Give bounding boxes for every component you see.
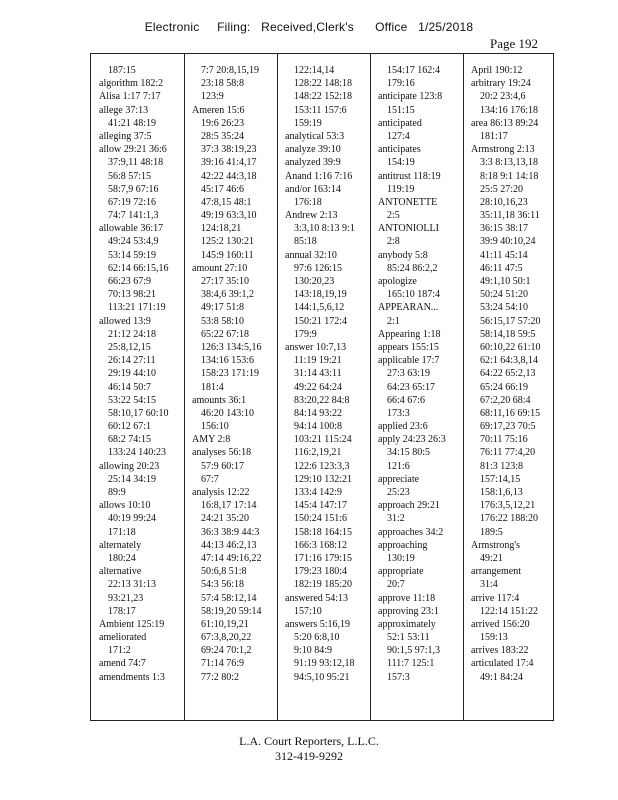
index-page-refs: 34:15 80:5 xyxy=(387,447,431,459)
index-page-refs: 39:16 41:4,17 xyxy=(201,157,257,169)
index-page-refs: 21:12 24:18 xyxy=(108,328,157,340)
index-page-refs: 22:13 31:13 xyxy=(108,579,157,591)
index-page-refs: 50:6,8 51:8 xyxy=(201,566,247,578)
index-entry: allowing 20:23 xyxy=(99,460,160,472)
index-entry: allege 37:13 xyxy=(99,104,149,116)
index-page-refs: 176:3,5,12,21 xyxy=(480,500,536,512)
index-page-refs: 129:10 132:21 xyxy=(294,473,353,485)
index-entry: approving 23:1 xyxy=(378,605,439,617)
index-page-refs: 68:2 74:15 xyxy=(108,434,152,446)
index-page-refs: 67:2,20 68:4 xyxy=(480,394,531,406)
index-frame xyxy=(90,53,554,721)
index-page-refs: 158:18 164:15 xyxy=(294,526,353,538)
index-page-refs: 65:24 66:19 xyxy=(480,381,529,393)
index-entry: APPEARAN... xyxy=(378,302,439,314)
index-entry: applied 23:6 xyxy=(378,421,428,433)
index-page-refs: 8:18 9:1 14:18 xyxy=(480,170,539,182)
footer-company: L.A. Court Reporters, L.L.C. xyxy=(239,734,379,748)
index-page-refs: 49:24 53:4,9 xyxy=(108,236,159,248)
index-column-1 xyxy=(99,64,182,684)
index-page-refs: 103:21 115:24 xyxy=(294,434,352,446)
index-page-refs: 44:13 46:2,13 xyxy=(201,539,257,551)
index-entry: Anand 1:16 7:16 xyxy=(285,170,353,182)
index-entry: approximately xyxy=(378,618,436,630)
index-page-refs: 64:23 65:17 xyxy=(387,381,436,393)
index-page-refs: 53:14 59:19 xyxy=(108,249,157,261)
index-page-refs: 93:21,23 xyxy=(108,592,144,604)
index-page-refs: 158:1,6,13 xyxy=(480,487,523,498)
index-page-refs: 40:19 99:24 xyxy=(108,513,157,525)
index-page-refs: 46:20 143:10 xyxy=(201,407,255,419)
column-divider xyxy=(184,54,185,720)
index-entry: arrangement xyxy=(471,566,521,578)
index-page-refs: 179:9 xyxy=(294,328,317,340)
column-divider xyxy=(463,54,464,720)
index-column-2 xyxy=(192,64,275,684)
index-page-refs: 28:5 35:24 xyxy=(201,130,245,142)
index-page-refs: 68:11,16 69:15 xyxy=(480,407,541,419)
index-page-refs: 31:2 xyxy=(387,513,405,525)
index-page-refs: 28:10,16,23 xyxy=(480,196,528,208)
index-entry: articulated 17:4 xyxy=(471,658,534,670)
index-page-refs: 46:11 47:5 xyxy=(480,262,523,274)
index-entry: arrive 117:4 xyxy=(471,592,520,604)
index-page-refs: 70:13 98:21 xyxy=(108,289,157,301)
index-page-refs: 119:19 xyxy=(387,183,415,195)
index-entry: approach 29:21 xyxy=(378,500,440,512)
index-entry: and/or 163:14 xyxy=(285,183,341,195)
index-page-refs: 64:22 65:2,13 xyxy=(480,368,536,380)
index-page-refs: 157:14,15 xyxy=(480,473,521,485)
index-entry: analyses 56:18 xyxy=(192,447,252,459)
index-page-refs: 122:6 123:3,3 xyxy=(294,460,350,472)
index-page-refs: 49:19 63:3,10 xyxy=(201,210,257,222)
index-page-refs: 126:3 134:5,16 xyxy=(201,341,262,353)
index-page-refs: 69:24 70:1,2 xyxy=(201,645,252,657)
column-divider xyxy=(370,54,371,720)
index-page-refs: 130:20,23 xyxy=(294,276,335,287)
page-number: Page 192 xyxy=(489,36,538,51)
index-page-refs: 90:1,5 97:1,3 xyxy=(387,645,441,657)
index-page-refs: 85:18 xyxy=(294,236,317,248)
index-page-refs: 150:21 172:4 xyxy=(294,315,348,327)
index-column-4 xyxy=(378,64,461,684)
index-page-refs: 178:17 xyxy=(108,605,136,617)
index-page-refs: 67:3,8,20,22 xyxy=(201,632,252,644)
index-page-refs: 189:5 xyxy=(480,526,503,538)
index-page-refs: 84:14 93:22 xyxy=(294,407,343,419)
index-page-refs: 2:1 xyxy=(387,315,400,327)
index-page-refs: 123:9 xyxy=(201,91,224,103)
index-page-refs: 56:8 57:15 xyxy=(108,170,152,182)
index-page-refs: 122:14 151:22 xyxy=(480,605,539,617)
index-page-refs: 157:10 xyxy=(294,605,322,617)
index-page-refs: 47:14 49:16,22 xyxy=(201,552,262,564)
index-entry: amounts 36:1 xyxy=(192,394,247,406)
index-page-refs: 71:14 76:9 xyxy=(201,658,245,670)
index-entry: allows 10:10 xyxy=(99,500,151,512)
index-page-refs: 154:17 162:4 xyxy=(387,65,441,76)
index-page-refs: 171:18 xyxy=(108,526,136,538)
index-entry: allow 29:21 36:6 xyxy=(99,144,167,156)
index-entry: allowable 36:17 xyxy=(99,223,164,235)
index-page-refs: 69:17,23 70:5 xyxy=(480,421,536,433)
index-page-refs: 52:1 53:11 xyxy=(387,632,430,644)
index-page-refs: 49:1,10 50:1 xyxy=(480,276,531,287)
index-page-refs: 5:20 6:8,10 xyxy=(294,632,340,644)
index-page-refs: 2:8 xyxy=(387,236,400,248)
index-page-refs: 173:3 xyxy=(387,407,410,419)
index-page-refs: 27:17 35:10 xyxy=(201,276,250,287)
index-entry: anybody 5:8 xyxy=(378,249,428,261)
index-entry: Armstrong 2:13 xyxy=(471,144,535,156)
index-entry: Armstrong's xyxy=(471,539,521,551)
filing-stamp: Electronic Filing: Received,Clerk's Office 1/25/2018 xyxy=(144,20,474,34)
index-page-refs: 121:6 xyxy=(387,460,410,472)
index-page-refs: 171:16 179:15 xyxy=(294,552,353,564)
index-page-refs: 47:8,15 48:1 xyxy=(201,196,252,208)
index-column-5 xyxy=(471,64,554,684)
index-entry: answers 5:16,19 xyxy=(285,618,350,630)
index-page-refs: 91:19 93:12,18 xyxy=(294,658,355,670)
index-page-refs: 29:19 44:10 xyxy=(108,368,157,380)
index-entry: analytical 53:3 xyxy=(285,130,345,142)
index-page-refs: 81:3 123:8 xyxy=(480,460,524,472)
index-page-refs: 113:21 171:19 xyxy=(108,302,166,314)
index-entry: Ameren 15:6 xyxy=(192,104,245,116)
index-page-refs: 179:23 180:4 xyxy=(294,566,348,578)
index-entry: applicable 17:7 xyxy=(378,355,440,367)
index-entry: Alisa 1:17 7:17 xyxy=(99,91,161,103)
index-page-refs: 50:24 51:20 xyxy=(480,289,529,301)
index-page-refs: 41:21 48:19 xyxy=(108,117,157,129)
index-page-refs: 176:18 xyxy=(294,196,322,208)
index-entry: algorithm 182:2 xyxy=(99,78,164,90)
index-page-refs: 31:14 43:11 xyxy=(294,368,342,380)
index-page-refs: 94:5,10 95:21 xyxy=(294,671,350,683)
index-page-refs: 122:14,14 xyxy=(294,65,335,76)
index-page-refs: 130:19 xyxy=(387,552,415,564)
index-entry: annual 32:10 xyxy=(285,249,337,261)
index-page-refs: 49:1 84:24 xyxy=(480,671,524,683)
index-page-refs: 3:3 8:13,13,18 xyxy=(480,157,539,169)
index-page-refs: 25:23 xyxy=(387,487,410,498)
index-page-refs: 181:17 xyxy=(480,130,508,142)
index-page-refs: 24:21 35:20 xyxy=(201,513,250,525)
index-page-refs: 133:24 140:23 xyxy=(108,447,167,459)
index-page-refs: 62:14 66:15,16 xyxy=(108,262,169,274)
index-page-refs: 153:11 157:6 xyxy=(294,104,347,116)
index-entry: apply 24:23 26:3 xyxy=(378,434,446,446)
index-page-refs: 53:8 58:10 xyxy=(201,315,245,327)
index-page-refs: 38:4,6 39:1,2 xyxy=(201,289,255,301)
index-page-refs: 181:4 xyxy=(201,381,224,393)
index-page-refs: 19:6 26:23 xyxy=(201,117,245,129)
index-page-refs: 151:15 xyxy=(387,104,415,116)
index-page-refs: 62:1 64:3,8,14 xyxy=(480,355,539,367)
index-page-refs: 74:7 141:1,3 xyxy=(108,210,159,222)
index-entry: answer 10:7,13 xyxy=(285,341,347,353)
index-page-refs: 23:18 58:8 xyxy=(201,78,245,90)
index-page-refs: 179:16 xyxy=(387,78,415,90)
index-entry: allowed 13:9 xyxy=(99,315,151,327)
index-page-refs: 49:21 xyxy=(480,552,503,564)
index-entry: appropriate xyxy=(378,566,424,578)
index-column-3 xyxy=(285,64,368,684)
index-entry: Andrew 2:13 xyxy=(285,210,338,222)
index-page-refs: 128:22 148:18 xyxy=(294,78,353,90)
index-page-refs: 94:14 100:8 xyxy=(294,421,343,433)
index-page-refs: 45:17 46:6 xyxy=(201,183,245,195)
index-page-refs: 9:10 84:9 xyxy=(294,645,333,657)
index-page-refs: 67:7 xyxy=(201,473,219,485)
index-entry: arrives 183:22 xyxy=(471,645,529,657)
index-page-refs: 77:2 80:2 xyxy=(201,671,240,683)
index-page-refs: 58:10,17 60:10 xyxy=(108,407,169,419)
index-page-refs: 83:20,22 84:8 xyxy=(294,394,350,406)
index-page-refs: 159:19 xyxy=(294,117,322,129)
index-entry: appreciate xyxy=(378,473,420,485)
index-page-refs: 7:7 20:8,15,19 xyxy=(201,65,260,76)
index-page-refs: 58:14,18 59:5 xyxy=(480,328,536,340)
column-divider xyxy=(277,54,278,720)
index-entry: appears 155:15 xyxy=(378,341,439,353)
index-entry: anticipated xyxy=(378,117,422,129)
index-entry: AMY 2:8 xyxy=(192,434,231,446)
index-page-refs: 67:19 72:16 xyxy=(108,196,157,208)
index-page-refs: 145:4 147:17 xyxy=(294,500,348,512)
index-page-refs: 37:9,11 48:18 xyxy=(108,157,164,169)
index-page-refs: 157:3 xyxy=(387,671,410,683)
index-page-refs: 20:2 23:4,6 xyxy=(480,91,526,103)
index-entry: approaches 34:2 xyxy=(378,526,444,538)
index-page-refs: 165:10 187:4 xyxy=(387,289,441,301)
index-entry: ANTONETTE xyxy=(378,196,438,208)
index-page-refs: 148:22 152:18 xyxy=(294,91,353,103)
index-page-refs: 127:4 xyxy=(387,130,410,142)
index-entry: amend 74:7 xyxy=(99,658,146,670)
index-page-refs: 25:8,12,15 xyxy=(108,341,151,353)
index-entry: amount 27:10 xyxy=(192,262,248,274)
index-entry: arrived 156:20 xyxy=(471,618,530,630)
index-page-refs: 49:22 64:24 xyxy=(294,381,343,393)
index-entry: anticipate 123:8 xyxy=(378,91,443,103)
index-page-refs: 60:10,22 61:10 xyxy=(480,341,541,353)
index-entry: alternately xyxy=(99,539,142,551)
index-page-refs: 89:9 xyxy=(108,487,126,498)
index-page-refs: 144:1,5,6,12 xyxy=(294,302,345,314)
index-entry: approaching xyxy=(378,539,428,551)
index-page-refs: 46:14 50:7 xyxy=(108,381,152,393)
index-entry: analyze 39:10 xyxy=(285,144,341,156)
index-page-refs: 180:24 xyxy=(108,552,136,564)
index-page-refs: 27:3 63:19 xyxy=(387,368,431,380)
index-page-refs: 70:11 75:16 xyxy=(480,434,528,446)
index-page-refs: 116:2,19,21 xyxy=(294,447,342,459)
index-page-refs: 176:22 188:20 xyxy=(480,513,539,525)
index-page-refs: 143:18,19,19 xyxy=(294,289,347,301)
index-entry: Ambient 125:19 xyxy=(99,618,165,630)
index-entry: apologize xyxy=(378,276,417,287)
index-page-refs: 111:7 125:1 xyxy=(387,658,435,670)
index-entry: April 190:12 xyxy=(471,65,523,76)
index-page-refs: 156:10 xyxy=(201,421,229,433)
index-entry: answered 54:13 xyxy=(285,592,349,604)
index-entry: analyzed 39:9 xyxy=(285,157,341,169)
index-entry: alternative xyxy=(99,566,142,578)
index-entry: analysis 12:22 xyxy=(192,487,250,498)
index-page-refs: 25:14 34:19 xyxy=(108,473,157,485)
index-page-refs: 56:15,17 57:20 xyxy=(480,315,541,327)
index-page-refs: 42:22 44:3,18 xyxy=(201,170,257,182)
index-entry: approve 11:18 xyxy=(378,592,436,604)
index-page-refs: 145:9 160:11 xyxy=(201,249,254,261)
index-page-refs: 16:8,17 17:14 xyxy=(201,500,257,512)
index-page-refs: 158:23 171:19 xyxy=(201,368,260,380)
index-page-refs: 60:12 67:1 xyxy=(108,421,152,433)
index-page-refs: 11:19 19:21 xyxy=(294,355,342,367)
index-page-refs: 171:2 xyxy=(108,645,131,657)
index-page-refs: 35:11,18 36:11 xyxy=(480,210,540,222)
index-page-refs: 57:4 58:12,14 xyxy=(201,592,257,604)
index-page-refs: 150:24 151:6 xyxy=(294,513,348,525)
index-page-refs: 97:6 126:15 xyxy=(294,262,343,274)
index-page-refs: 3:3,10 8:13 9:1 xyxy=(294,223,355,235)
index-page-refs: 37:3 38:19,23 xyxy=(201,144,257,156)
index-page-refs: 53:24 54:10 xyxy=(480,302,529,314)
index-entry: antitrust 118:19 xyxy=(378,170,441,182)
index-page-refs: 154:19 xyxy=(387,157,415,169)
index-page-refs: 26:14 27:11 xyxy=(108,355,156,367)
index-page-refs: 58:7,9 67:16 xyxy=(108,183,159,195)
index-page-refs: 85:24 86:2,2 xyxy=(387,262,438,274)
index-entry: arbitrary 19:24 xyxy=(471,78,531,90)
index-page-refs: 159:13 xyxy=(480,632,508,644)
index-entry: area 86:13 89:24 xyxy=(471,117,539,129)
index-page-refs: 25:5 27:20 xyxy=(480,183,524,195)
index-page-refs: 36:15 38:17 xyxy=(480,223,529,235)
index-page-refs: 20:7 xyxy=(387,579,405,591)
index-page-refs: 66:4 67:6 xyxy=(387,394,426,406)
index-page-refs: 49:17 51:8 xyxy=(201,302,245,314)
index-entry: ANTONIOLLI xyxy=(378,223,439,235)
index-page-refs: 134:16 153:6 xyxy=(201,355,255,367)
index-page-refs: 53:22 54:15 xyxy=(108,394,157,406)
index-page-refs: 134:16 176:18 xyxy=(480,104,539,116)
index-page-refs: 39:9 40:10,24 xyxy=(480,236,536,248)
index-page-refs: 182:19 185:20 xyxy=(294,579,353,591)
index-page-refs: 65:22 67:18 xyxy=(201,328,250,340)
index-page-refs: 58:19,20 59:14 xyxy=(201,605,262,617)
index-page-refs: 187:15 xyxy=(108,65,136,76)
index-page-refs: 2:5 xyxy=(387,210,400,222)
index-page-refs: 57:9 60:17 xyxy=(201,460,245,472)
index-page-refs: 166:3 168:12 xyxy=(294,539,348,551)
index-page-refs: 41:11 45:14 xyxy=(480,249,528,261)
index-page-refs: 66:23 67:9 xyxy=(108,276,152,287)
index-page-refs: 31:4 xyxy=(480,579,498,591)
index-page-refs: 54:3 56:18 xyxy=(201,579,245,591)
index-page-refs: 124:18,21 xyxy=(201,223,242,235)
index-page-refs: 61:10,19,21 xyxy=(201,618,249,630)
index-entry: ameliorated xyxy=(99,632,147,644)
index-entry: alleging 37:5 xyxy=(99,130,152,142)
index-page-refs: 76:11 77:4,20 xyxy=(480,447,536,459)
footer-phone: 312-419-9292 xyxy=(275,749,343,763)
index-entry: Appearing 1:18 xyxy=(378,328,441,340)
index-page-refs: 133:4 142:9 xyxy=(294,487,343,498)
index-entry: anticipates xyxy=(378,144,421,156)
index-page-refs: 36:3 38:9 44:3 xyxy=(201,526,260,538)
index-entry: amendments 1:3 xyxy=(99,671,165,683)
index-page-refs: 125:2 130:21 xyxy=(201,236,255,248)
